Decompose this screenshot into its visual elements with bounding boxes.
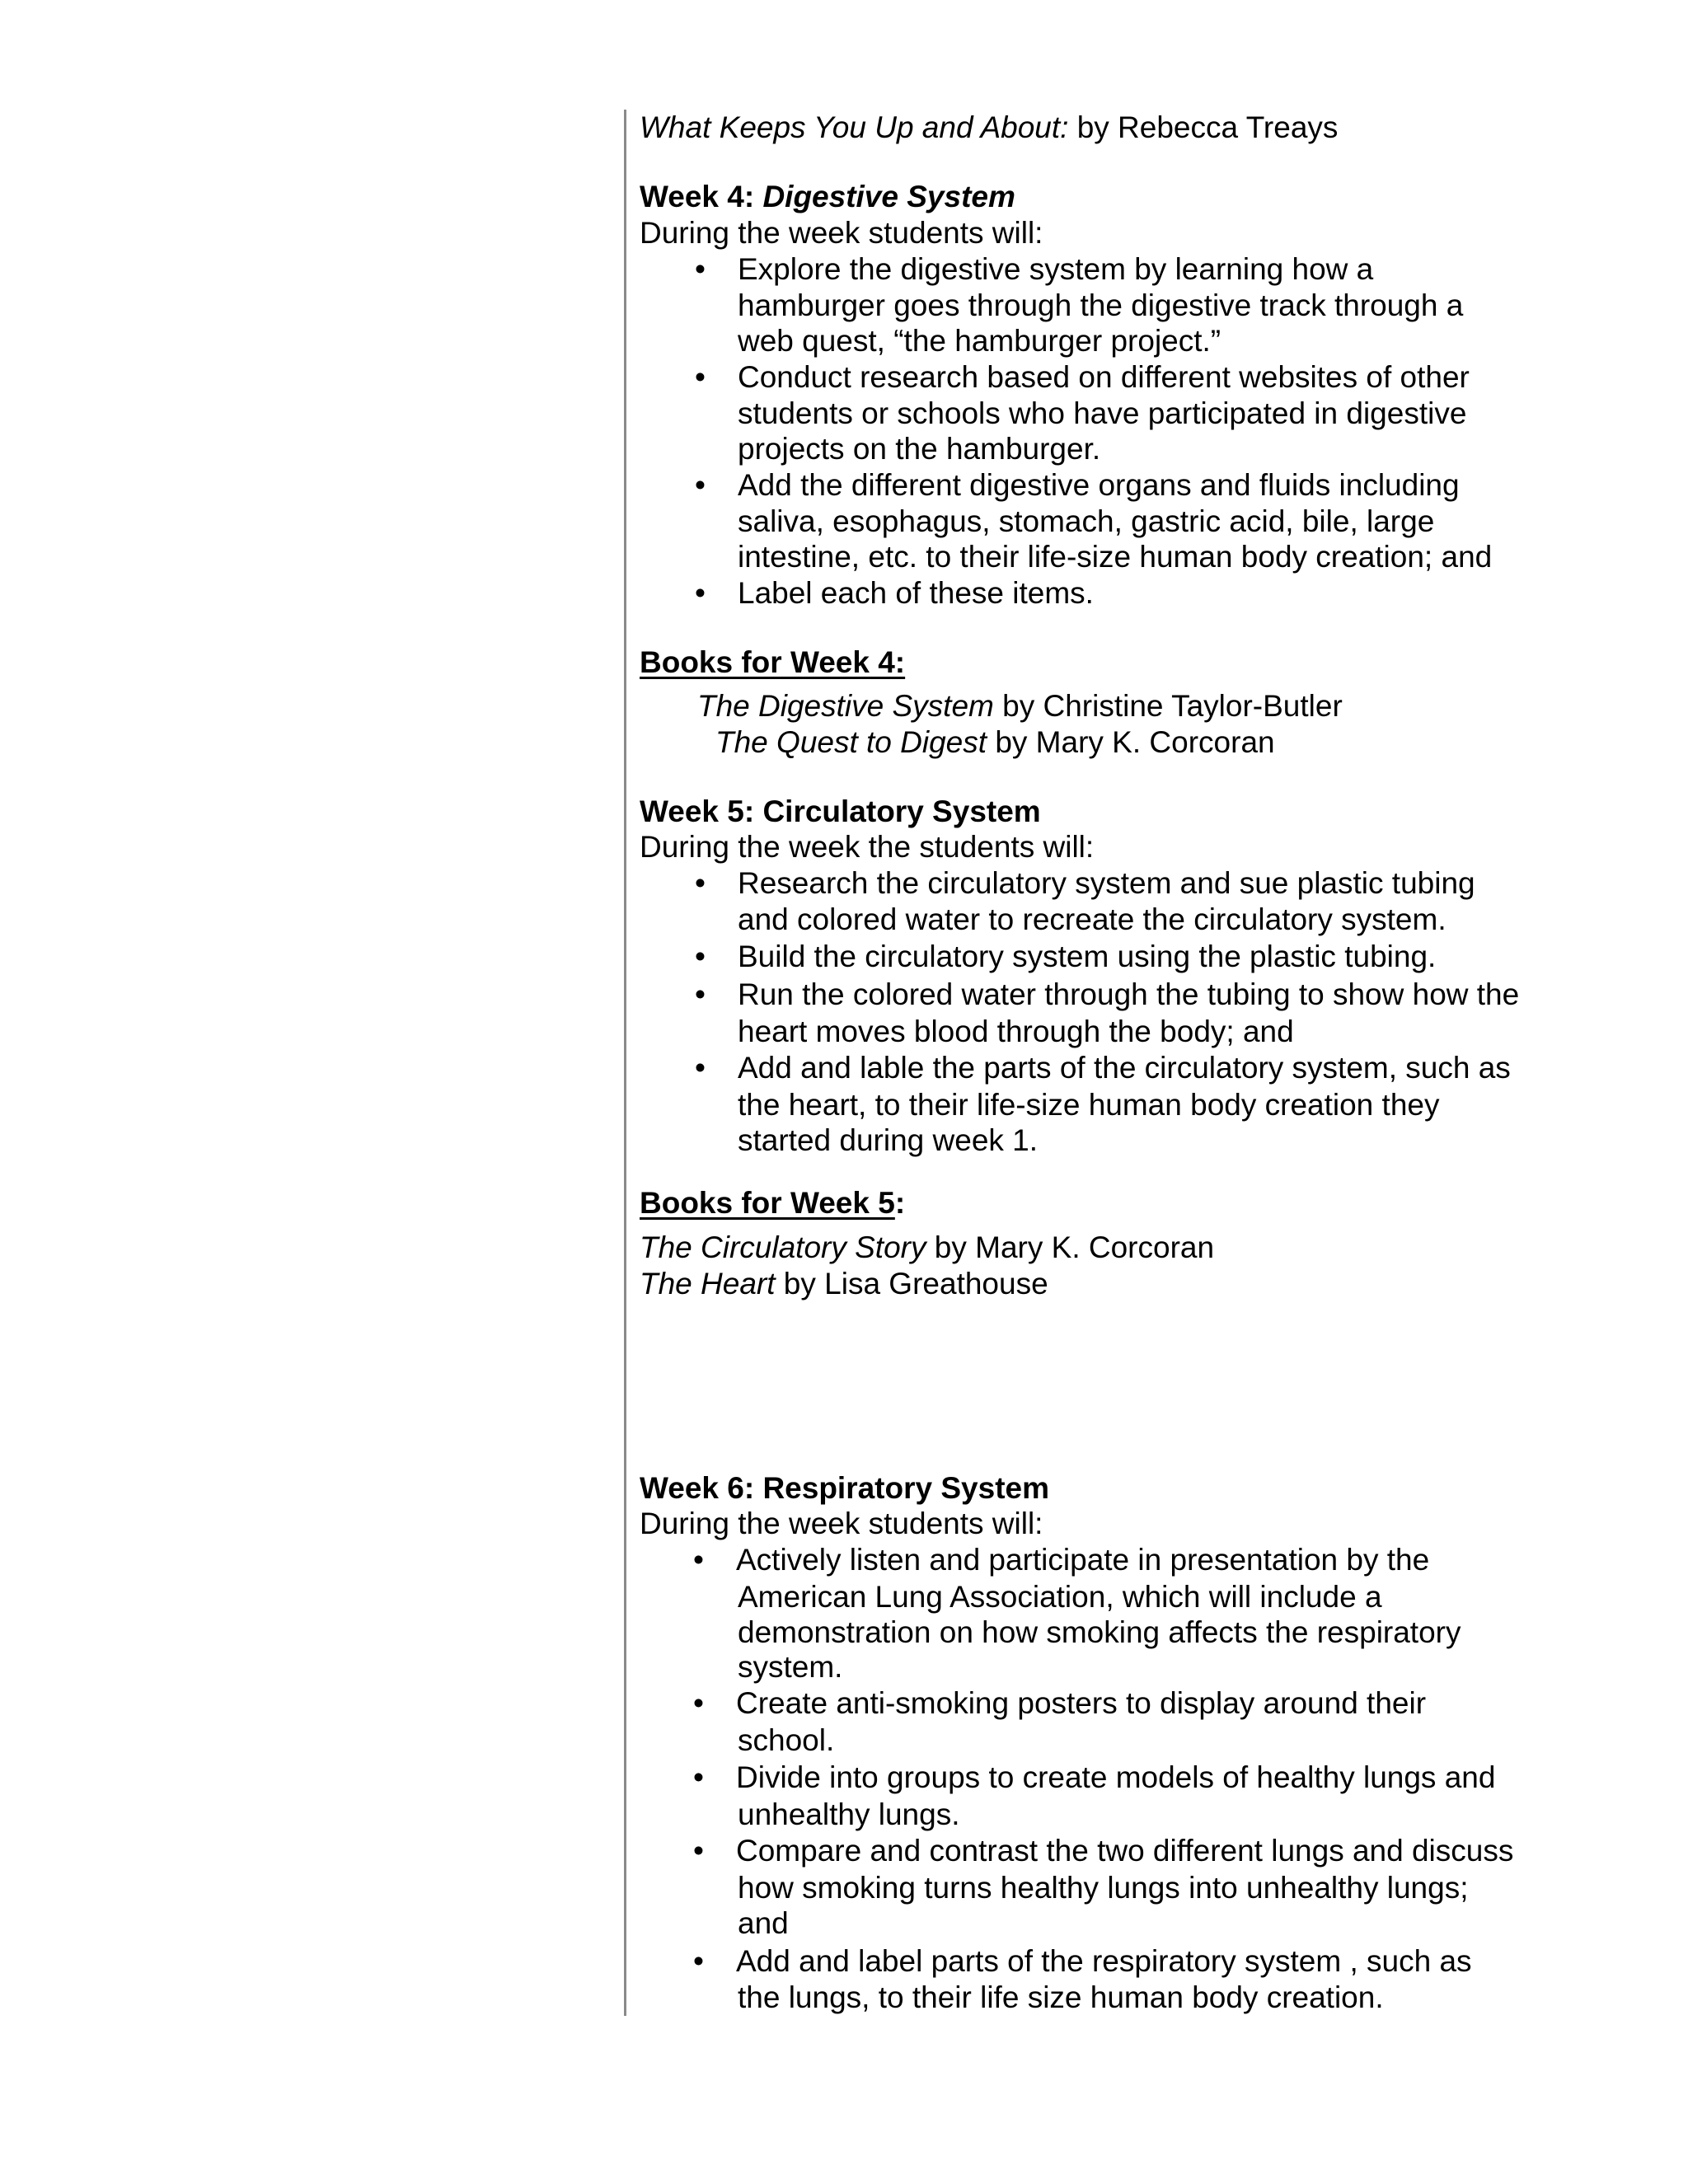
book-line: [640, 1266, 1048, 1302]
book-title: The Quest to Digest: [715, 725, 987, 759]
list-item-line: American Lung Association, which will include a: [738, 1580, 1382, 1614]
week4-lead: During the week students will:: [640, 216, 1043, 250]
week5-books-heading-text: Books for Week 5: [640, 1186, 895, 1220]
book-author: by Mary K. Corcoran: [926, 1230, 1215, 1264]
list-item-line: how smoking turns healthy lungs into unhealthy lungs;: [738, 1871, 1469, 1905]
list-item-line: Label each of these items.: [738, 576, 1094, 610]
week4-heading: [640, 179, 1015, 215]
book-line: [715, 724, 1275, 761]
week5-books-heading: [640, 1185, 905, 1221]
list-item-line: Create anti-smoking posters to display around their: [736, 1686, 1427, 1720]
bullet-dot: •: [695, 360, 706, 394]
list-item-line: Divide into groups to create models of healthy lungs and: [736, 1760, 1496, 1794]
list-item-line: Build the circulatory system using the plastic tubing.: [738, 940, 1437, 973]
bullet-dot: •: [695, 576, 706, 610]
list-item-line: system.: [738, 1650, 843, 1684]
list-item-line: heart moves blood through the body; and: [738, 1015, 1294, 1048]
list-item-line: web quest, “the hamburger project.”: [738, 324, 1221, 358]
list-item-line: Explore the digestive system by learning how a: [738, 252, 1374, 286]
list-item-line: intestine, etc. to their life-size human body creation; and: [738, 540, 1493, 574]
bullet-dot: •: [693, 1686, 704, 1720]
list-item-line: Actively listen and participate in presentation by the: [736, 1543, 1430, 1577]
list-item-line: and colored water to recreate the circulatory system.: [738, 902, 1447, 936]
book-line: [640, 1230, 1214, 1266]
list-item-line: students or schools who have participated in digestive: [738, 396, 1467, 430]
list-item-line: projects on the hamburger.: [738, 432, 1101, 466]
margin-rule: [624, 110, 626, 2016]
list-item-line: the lungs, to their life size human body creation.: [738, 1980, 1384, 2014]
bullet-dot: •: [693, 1834, 704, 1868]
list-item-line: hamburger goes through the digestive track through a: [738, 288, 1464, 322]
book-author: by Mary K. Corcoran: [987, 725, 1275, 759]
week4-heading-topic: Digestive System: [762, 180, 1015, 213]
bullet-dot: •: [695, 977, 706, 1011]
bullet-dot: •: [695, 252, 706, 286]
list-item-line: Research the circulatory system and sue plastic tubing: [738, 866, 1475, 900]
list-item-line: started during week 1.: [738, 1123, 1039, 1157]
bullet-dot: •: [695, 866, 706, 900]
list-item-line: the heart, to their life-size human body creation they: [738, 1088, 1440, 1122]
bullet-dot: •: [693, 1760, 704, 1794]
bullet-dot: •: [693, 1944, 704, 1978]
book-line: [697, 688, 1343, 724]
bullet-dot: •: [693, 1543, 704, 1577]
list-item-line: demonstration on how smoking affects the respiratory: [738, 1615, 1461, 1649]
book-author: by Lisa Greathouse: [775, 1267, 1048, 1301]
week4-books-heading: Books for Week 4:: [640, 645, 906, 679]
list-item-line: Add and lable the parts of the circulatory system, such as: [738, 1051, 1511, 1085]
week5-books-heading-colon: :: [894, 1186, 906, 1220]
book-author: by Rebecca Treays: [1068, 110, 1339, 144]
book-title: The Heart: [640, 1267, 776, 1301]
list-item-line: saliva, esophagus, stomach, gastric acid, bile, large: [738, 504, 1435, 538]
list-item-line: Compare and contrast the two different lungs and discuss: [736, 1834, 1514, 1868]
list-item-line: Add the different digestive organs and fluids including: [738, 468, 1460, 502]
week6-lead: During the week students will:: [640, 1507, 1043, 1540]
book-author: by Christine Taylor-Butler: [993, 689, 1343, 723]
bullet-dot: •: [695, 940, 706, 973]
week5-lead: During the week the students will:: [640, 830, 1095, 864]
week5-heading: Week 5: Circulatory System: [640, 794, 1041, 828]
week6-heading: Week 6: Respiratory System: [640, 1471, 1049, 1505]
book-title: The Circulatory Story: [640, 1230, 926, 1264]
week4-heading-prefix: Week 4:: [640, 180, 763, 213]
list-item-line: Run the colored water through the tubing to show how the: [738, 977, 1520, 1011]
list-item-line: and: [738, 1906, 789, 1940]
bullet-dot: •: [695, 468, 706, 502]
list-item-line: Conduct research based on different websites of other: [738, 360, 1470, 394]
list-item-line: school.: [738, 1723, 835, 1757]
intro-book-line: [640, 110, 1338, 146]
bullet-dot: •: [695, 1051, 706, 1085]
book-title: What Keeps You Up and About:: [640, 110, 1069, 144]
list-item-line: unhealthy lungs.: [738, 1797, 960, 1831]
list-item-line: Add and label parts of the respiratory system , such as: [736, 1944, 1472, 1978]
book-title: The Digestive System: [697, 689, 994, 723]
